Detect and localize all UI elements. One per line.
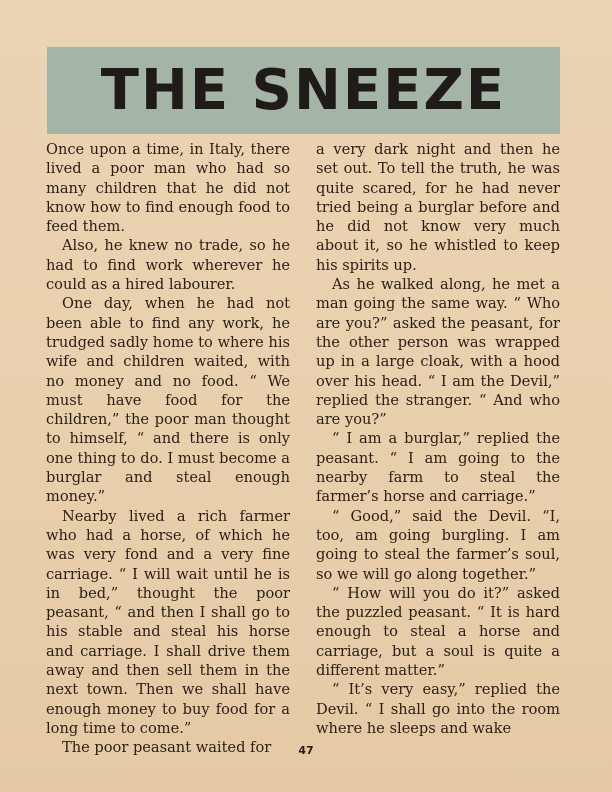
paragraph: Once upon a time, in Italy, there lived a poor man who had so many children that he did not know how to find enough food to feed them. bbox=[46, 141, 290, 236]
paragraph: “ Good,” said the Devil. “I, too, am going burgling. I am going to steal the farmer’s soul, so we will go along together.” bbox=[316, 507, 560, 583]
right-column bbox=[316, 140, 560, 738]
paragraph: Also, he knew no trade, so he had to find work wherever he could as a hired labourer. bbox=[46, 237, 290, 294]
title-banner bbox=[47, 47, 560, 134]
paragraph: The poor peasant waited for bbox=[62, 739, 272, 757]
paragraph: “ How will you do it?” asked the puzzled peasant. “ It is hard enough to steal a horse and carriage, but a soul is quite a different matter.” bbox=[316, 584, 560, 680]
story-title: THE SNEEZE bbox=[100, 58, 507, 123]
paragraph: a very dark night and then he set out. To tell the truth, he was quite scared, for he had never tried being a burglar before and he did not know very much about it, so he whistled to keep his spirits up. bbox=[316, 141, 560, 274]
page-number: 47 bbox=[298, 744, 314, 757]
left-column bbox=[46, 140, 290, 758]
paragraph: “ I am a burglar,” replied the peasant. “ I am going to the nearby farm to steal the farmer’s horse and carriage.” bbox=[316, 430, 560, 506]
paragraph: Nearby lived a rich farmer who had a horse, of which he was very fond and a very fine carriage. “ I will wait until he is in bed,” thought the poor peasant, “ and then I shall go to his stable and steal his horse and carriage. I shall drive them away and then sell them in the next town. Then we shall have enough money to buy food for a long time to come.” bbox=[46, 507, 290, 737]
paragraph: As he walked along, he met a man going the same way. “ Who are you?” asked the peasant, for the other person was wrapped up in a large cloak, with a hood over his head. “ I am the Devil,” replied the stranger. “ And who are you?” bbox=[316, 276, 560, 429]
paragraph: One day, when he had not been able to find any work, he trudged sadly home to where his wife and children waited, with no money and no food. “ We must have food for the children,” the poor man thought to himself, “ and there is only one thing to do. I must become a burglar and steal enough money.” bbox=[46, 295, 290, 506]
paragraph: “ It’s very easy,” replied the Devil. “ I shall go into the room where he sleeps and wake bbox=[316, 681, 560, 737]
